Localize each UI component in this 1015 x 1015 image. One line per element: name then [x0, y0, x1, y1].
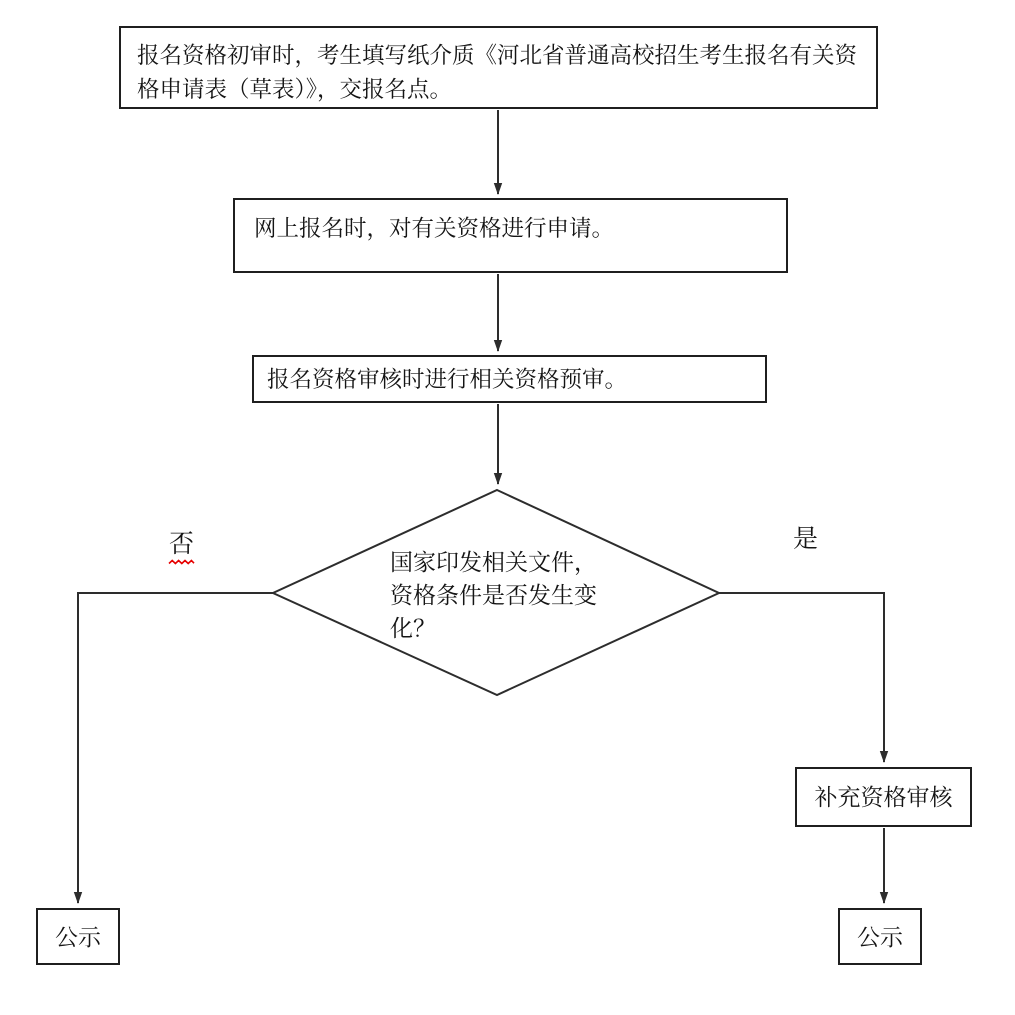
node-pre-review-text: 报名资格审核时进行相关资格预审。 — [267, 367, 628, 392]
decision-diamond-text — [390, 546, 597, 645]
node-initial-review-text: 报名资格初审时，考生填写纸介质《河北省普通高校招生考生报名有关资格申请表（草表）》，交报名点。 — [137, 43, 858, 102]
node-initial-review — [119, 26, 878, 109]
connector-no-branch — [78, 593, 273, 903]
node-publicity-no-text: 公示 — [55, 923, 101, 950]
spellcheck-underline-icon — [168, 559, 195, 565]
node-publicity-yes-text: 公示 — [857, 923, 903, 950]
connector-yes-branch — [719, 593, 884, 762]
node-supplementary-review-text: 补充资格审核 — [814, 784, 953, 810]
node-publicity-yes-branch — [838, 908, 922, 965]
node-pre-review — [252, 355, 767, 403]
node-publicity-no-branch — [36, 908, 120, 965]
node-online-application-text: 网上报名时，对有关资格进行申请。 — [254, 216, 615, 241]
branch-label-no-text: 否 — [168, 530, 194, 558]
node-supplementary-review — [795, 767, 972, 827]
decision-text-line-3: 化？ — [390, 615, 436, 641]
node-online-application — [233, 198, 788, 273]
branch-label-yes — [793, 526, 818, 553]
branch-label-no — [168, 531, 195, 565]
decision-text-line-1: 国家印发相关文件， — [390, 549, 597, 575]
branch-label-yes-text: 是 — [793, 525, 819, 553]
decision-text-line-2: 资格条件是否发生变 — [390, 582, 597, 608]
